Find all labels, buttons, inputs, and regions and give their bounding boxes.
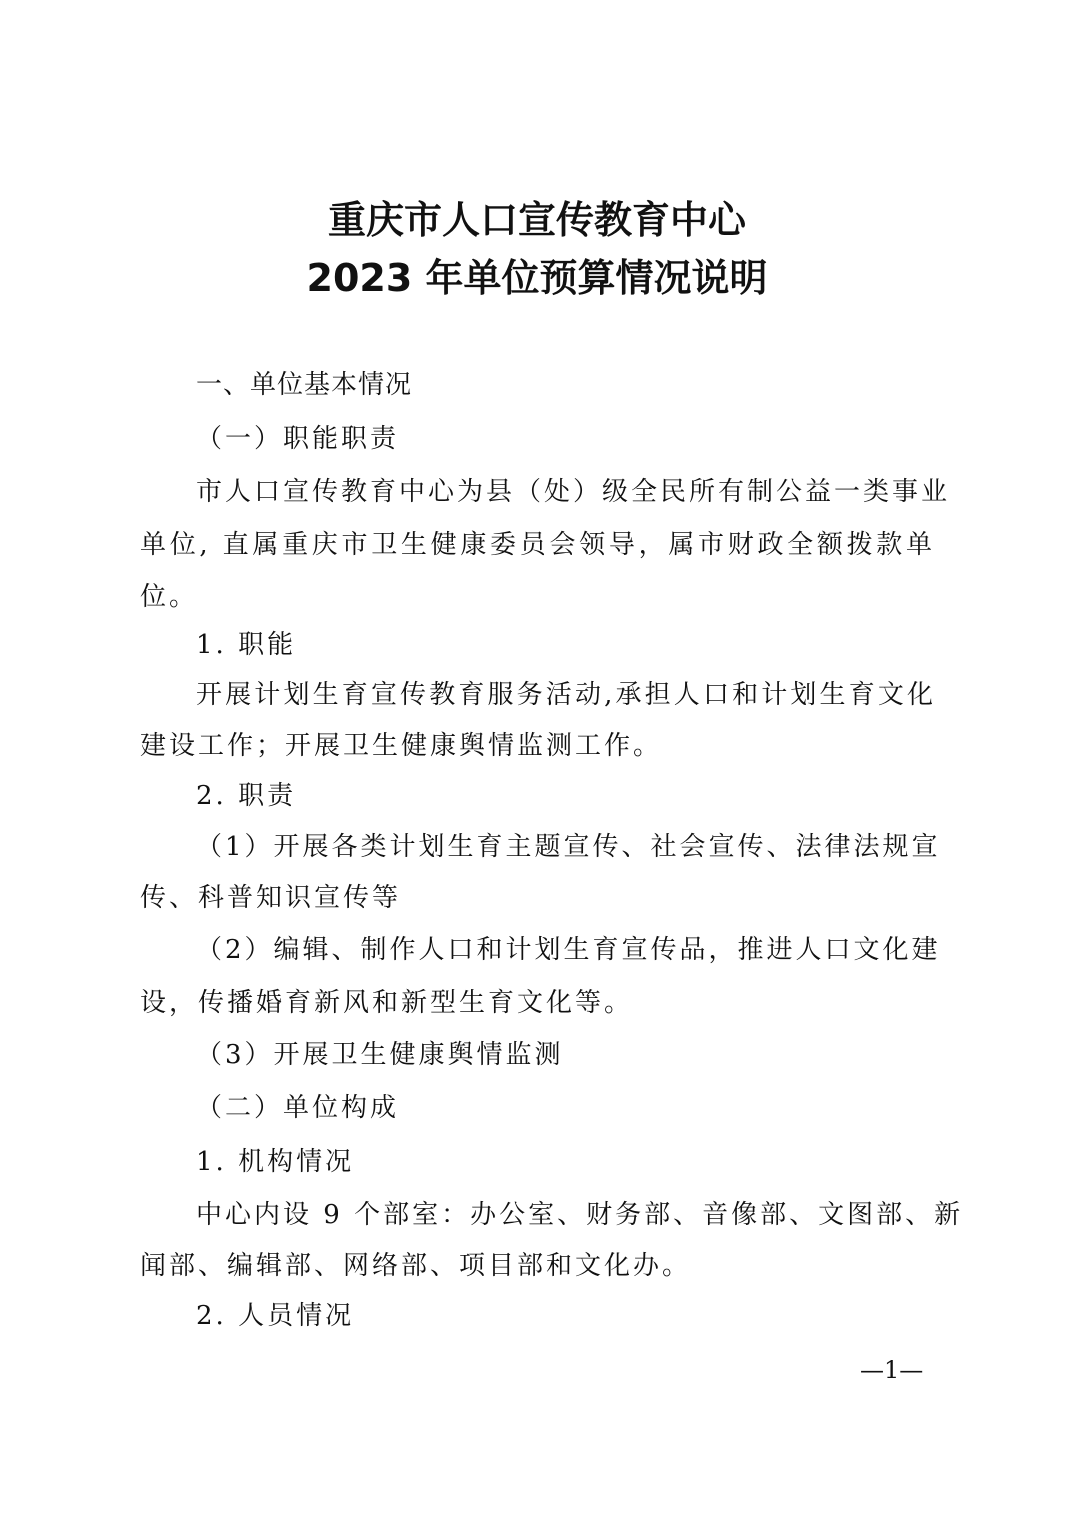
document-title-line1: 重庆市人口宣传教育中心 bbox=[327, 198, 746, 242]
item-heading-organization: 1. 机构情况 bbox=[196, 1147, 355, 1177]
document-title-line2: 2023 年单位预算情况说明 bbox=[306, 256, 768, 300]
duty-line: （2）编辑、制作人口和计划生育宣传品，推进人口文化建 bbox=[196, 935, 941, 965]
duty-line: 传、科普知识宣传等 bbox=[140, 883, 402, 913]
paragraph-line: 中心内设 9 个部室：办公室、财务部、音像部、文图部、新 bbox=[196, 1200, 964, 1230]
item-heading-personnel: 2. 人员情况 bbox=[196, 1301, 355, 1331]
subsection-heading-functions: （一）职能职责 bbox=[196, 424, 400, 454]
paragraph-line: 单位, 直属重庆市卫生健康委员会领导，属市财政全额拨款单 bbox=[140, 530, 935, 560]
page-number: —1— bbox=[860, 1356, 924, 1384]
paragraph-line: 市人口宣传教育中心为县（处）级全民所有制公益一类事业 bbox=[196, 477, 951, 507]
paragraph-line: 建设工作；开展卫生健康舆情监测工作。 bbox=[140, 731, 663, 761]
subsection-heading-composition: （二）单位构成 bbox=[196, 1093, 400, 1123]
duty-line: （1）开展各类计划生育主题宣传、社会宣传、法律法规宣 bbox=[196, 832, 941, 862]
section-heading-basic-info: 一、单位基本情况 bbox=[196, 370, 413, 400]
paragraph-line: 开展计划生育宣传教育服务活动,承担人口和计划生育文化 bbox=[196, 680, 936, 710]
item-heading-function: 1. 职能 bbox=[196, 630, 297, 660]
item-heading-duties: 2. 职责 bbox=[196, 781, 297, 811]
duty-line: 设，传播婚育新风和新型生育文化等。 bbox=[140, 988, 634, 1018]
paragraph-line: 闻部、编辑部、网络部、项目部和文化办。 bbox=[140, 1251, 692, 1281]
paragraph-line: 位。 bbox=[140, 582, 199, 612]
duty-line: （3）开展卫生健康舆情监测 bbox=[196, 1040, 564, 1070]
